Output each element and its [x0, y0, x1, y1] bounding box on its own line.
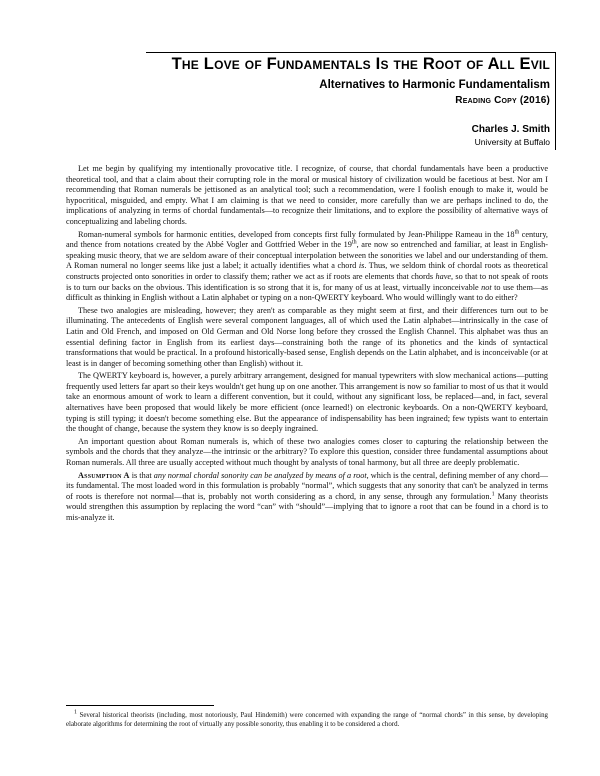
footnote-mark: 1 [74, 709, 77, 716]
footnote-1: $^1$ Several historical theorists (including, most notoriously, Paul Hindemith) were concerned with expanding the range of “normal chords” in this sense, by developing elaborate algorithms for determining the root of virtually any possible sonority, thus enabling it to be considered a chord. [66, 709, 548, 728]
footnote-divider [66, 705, 214, 706]
body-text [66, 164, 548, 526]
footnote [66, 711, 548, 729]
paragraph-1: Let me begin by qualifying my intentionally provocative title. I recognize, of course, that chordal fundamentals have been a productive theoretical tool, and that a claim about their corrupting role in the moral or musical history of civilization would be facetious at best. Nor am I recommending that Roman numerals be jettisoned as an analytical tool; such a recommendation, were I foolish enough to make it, would be hypocritical, misguided, and empty. What I am claiming is that we need to consider, more carefully than we are perhaps inclined to do, the implications of analyzing in terms of chordal fundamentals—to recognize their limitations, and to explore the possibility of alternative ways of conceptualizing and labeling chords. [66, 164, 548, 226]
paper-title: The Love of Fundamentals Is the Root of All Evil [171, 55, 550, 73]
reading-copy-label: Reading Copy (2016) [455, 95, 550, 106]
paper-subtitle: Alternatives to Harmonic Fundamentalism [319, 79, 550, 91]
paragraph-5: An important question about Roman numerals is, which of these two analogies comes closer to capturing the relationship between the symbols and the chords that they analyze—the intrinsic or the arbitrary? To explore this question, consider three fundamental assumptions about Roman numerals. All three are usually accepted without much thought by analysts of tonal harmony, but all three are deeply problematic. [66, 436, 548, 468]
paragraph-3: These two analogies are misleading, however; they aren't as comparable as they might seem at first, and their differences turn out to be illuminating. The antecedents of English were several component languages, all of which used the Latin alphabet—intrinsically in the case of Latin and Old French, and imposed on Old German and Old Norse long before they crossed the English Channel. This alphabet was thus an essential defining factor in English from its earliest days—constraining both the range of its phonetics and the kinds of syntactical transformations that would be practical. In a profound historically-based sense, English depends on the Latin alphabet, and is inconceivable (or at least is in danger of becoming something other than English) without it. [66, 305, 548, 368]
author-name: Charles J. Smith [471, 124, 550, 135]
paragraph-2: Roman-numeral symbols for harmonic entities, developed from concepts first fully formulated by Jean-Philippe Rameau in the 18th century, and thence from notations created by the Abbé Vogler and Gottfried Weber in the 19th, are now so entrenched and familiar, at least in English-speaking music theory, that we are seldom aware of their conceptual interpolation between the sonorities we label and our understanding of them. A Roman numeral no longer seems like just a label; it actually identifies what a chord is. Thus, we seldom think of chordal roots as theoretical constructs projected onto sonorities in order to classify them; rather we act as if roots are elements that chords have, so that to not speak of roots is to turn our backs on the obvious. This identification is so strong that it is, for many of us at least, virtually inconceivable not to use them—as difficult as thinking in English without a Latin alphabet or typing on a non-QWERTY keyboard. Who would willingly want to do either? [66, 228, 548, 303]
footnote-reference[interactable]: 1 [491, 491, 495, 498]
assumption-label: Assumption A [78, 470, 130, 480]
author-affiliation: University at Buffalo [474, 137, 550, 147]
paragraph-4: The QWERTY keyboard is, however, a purely arbitrary arrangement, designed for manual typewriters with slow mechanical actions—putting frequently used letters far apart so their keys wouldn't get hung up on one another. This arrangement is now so familiar to most of us that it would take an enormous amount of work to learn a different convention, but it could, without any significant loss, be replaced—and, in fact, several alternatives have been proposed that would likely be more efficient (once learned!) on electronic keyboards. On a non-QWERTY keyboard, typing is still typing; it doesn't become something else. But the appearance of indispensability has been ingrained; few typists want to entertain the thought of change, because the system they know is so deeply ingrained. [66, 371, 548, 434]
paragraph-6: Assumption A is that any normal chordal sonority can be analyzed by means of a root, which is the central, defining member of any chord—its fundamental. The most loaded word in this formulation is probably “normal”, which suggests that any sonority that can't be analyzed in terms of roots is therefore not normal—that is, probably not worth considering as a chord, in any sense, through any formulation.$^1$ Many theorists would strengthen this assumption by replacing the word “can” with “should”—implying that to ignore a root that can be found in a chord is to mis-analyze it. [66, 470, 549, 522]
